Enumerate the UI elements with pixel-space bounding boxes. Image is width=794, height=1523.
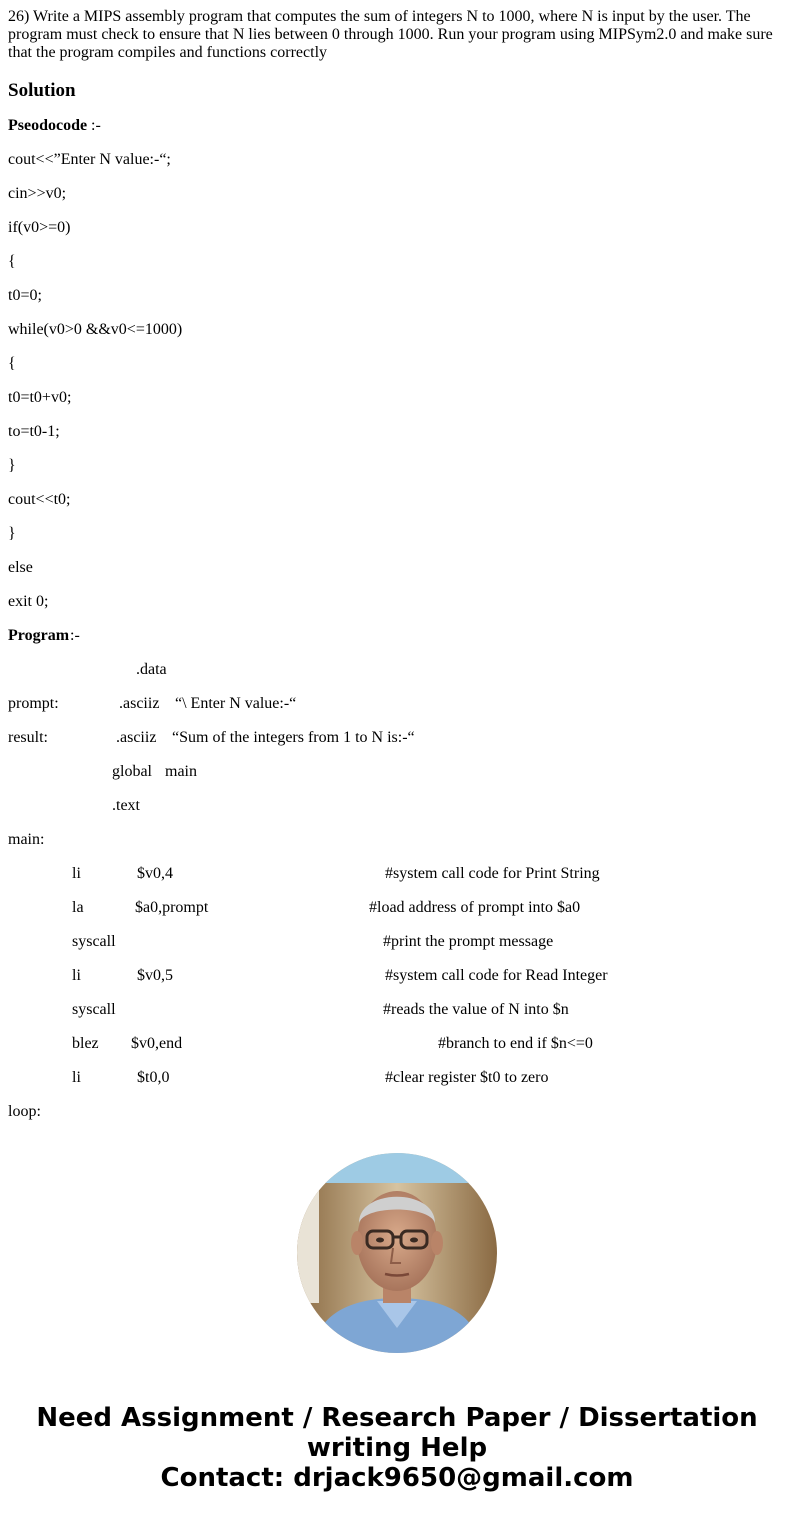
- solution-heading: Solution: [8, 80, 76, 101]
- instruction-args: $v0,4: [137, 865, 173, 882]
- code-loop-line: [8, 1103, 786, 1121]
- footer-contact: Contact: drjack9650@gmail.com: [160, 1463, 634, 1493]
- main-label: main:: [8, 831, 45, 848]
- pseudocode-line: while(v0>0 &&v0<=1000): [8, 321, 183, 338]
- code-instruction-line: [8, 899, 786, 917]
- prompt-label: prompt:: [8, 695, 59, 712]
- pseudocode-line: to=t0-1;: [8, 423, 60, 440]
- result-directive: .asciiz: [116, 729, 157, 746]
- code-prompt-line: [8, 695, 786, 713]
- code-instruction-line: [8, 933, 786, 951]
- document-content: [8, 8, 786, 1122]
- instruction-op: syscall: [72, 1001, 116, 1018]
- code-main-line: [8, 831, 786, 849]
- loop-label: loop:: [8, 1103, 41, 1120]
- text-directive: .text: [112, 797, 140, 814]
- instruction-comment: #system call code for Read Integer: [385, 967, 608, 984]
- code-data-line: [8, 661, 786, 679]
- global-directive: global: [112, 763, 152, 780]
- pseudocode-line: cout<<t0;: [8, 491, 71, 508]
- instruction-args: $a0,prompt: [135, 899, 209, 916]
- code-text-line: [8, 797, 786, 815]
- instruction-args: $v0,5: [137, 967, 173, 984]
- pseudocode-line: cout<<”Enter N value:-“;: [8, 151, 171, 168]
- instruction-op: blez: [72, 1035, 99, 1052]
- footer-line-2: writing Help: [306, 1433, 488, 1463]
- author-photo: [297, 1153, 497, 1353]
- pseudocode-line: t0=t0+v0;: [8, 389, 72, 406]
- instruction-op: la: [72, 899, 84, 916]
- footer-banner: [0, 1403, 794, 1493]
- pseudocode-line: }: [8, 525, 16, 542]
- instruction-comment: #load address of prompt into $a0: [369, 899, 581, 916]
- pseudocode-line: else: [8, 559, 33, 576]
- instruction-args: $t0,0: [137, 1069, 170, 1086]
- program-label-suffix: :-: [70, 627, 80, 644]
- pseudocode-line: }: [8, 457, 16, 474]
- pseudocode-line: exit 0;: [8, 593, 49, 610]
- instruction-comment: #system call code for Print String: [385, 865, 600, 882]
- pseudocode-line: {: [8, 253, 16, 270]
- data-directive: .data: [136, 661, 167, 678]
- code-instruction-line: [8, 967, 786, 985]
- code-instruction-line: [8, 1001, 786, 1019]
- prompt-string: “\ Enter N value:-“: [175, 695, 297, 712]
- pseudocode-line: if(v0>=0): [8, 219, 71, 236]
- footer-line-1: Need Assignment / Research Paper / Dissertation: [36, 1403, 758, 1433]
- question-text: 26) Write a MIPS assembly program that computes the sum of integers N to 1000, where N is input by the user. The program must check to ensure that N lies between 0 through 1000. Run your program using MIPSym2.0 and make sure that the program compiles and functions correctly: [8, 8, 773, 61]
- instruction-op: syscall: [72, 933, 116, 950]
- prompt-directive: .asciiz: [119, 695, 160, 712]
- code-instruction-line: [8, 1035, 786, 1053]
- pseudocode-label-suffix: :-: [87, 117, 101, 134]
- instruction-op: li: [72, 967, 81, 984]
- code-result-line: [8, 729, 786, 747]
- pseudocode-line: cin>>v0;: [8, 185, 67, 202]
- result-string: “Sum of the integers from 1 to N is:-“: [172, 729, 415, 746]
- result-label: result:: [8, 729, 48, 746]
- program-label: Program: [8, 627, 70, 644]
- pseudocode-label: Pseodocode: [8, 117, 88, 134]
- code-global-line: [8, 763, 786, 781]
- code-instruction-line: [8, 865, 786, 883]
- instruction-comment: #branch to end if $n<=0: [438, 1035, 593, 1052]
- pseudocode-heading: [8, 117, 786, 135]
- instruction-args: $v0,end: [131, 1035, 183, 1052]
- author-avatar: [297, 1153, 497, 1353]
- program-heading: [8, 627, 786, 645]
- instruction-op: li: [72, 865, 81, 882]
- instruction-comment: #print the prompt message: [383, 933, 554, 950]
- pseudocode-line: t0=0;: [8, 287, 42, 304]
- global-symbol: main: [165, 763, 197, 780]
- pseudocode-line: {: [8, 355, 16, 372]
- code-instruction-line: [8, 1069, 786, 1087]
- instruction-comment: #reads the value of N into $n: [383, 1001, 569, 1018]
- instruction-comment: #clear register $t0 to zero: [385, 1069, 549, 1086]
- instruction-op: li: [72, 1069, 81, 1086]
